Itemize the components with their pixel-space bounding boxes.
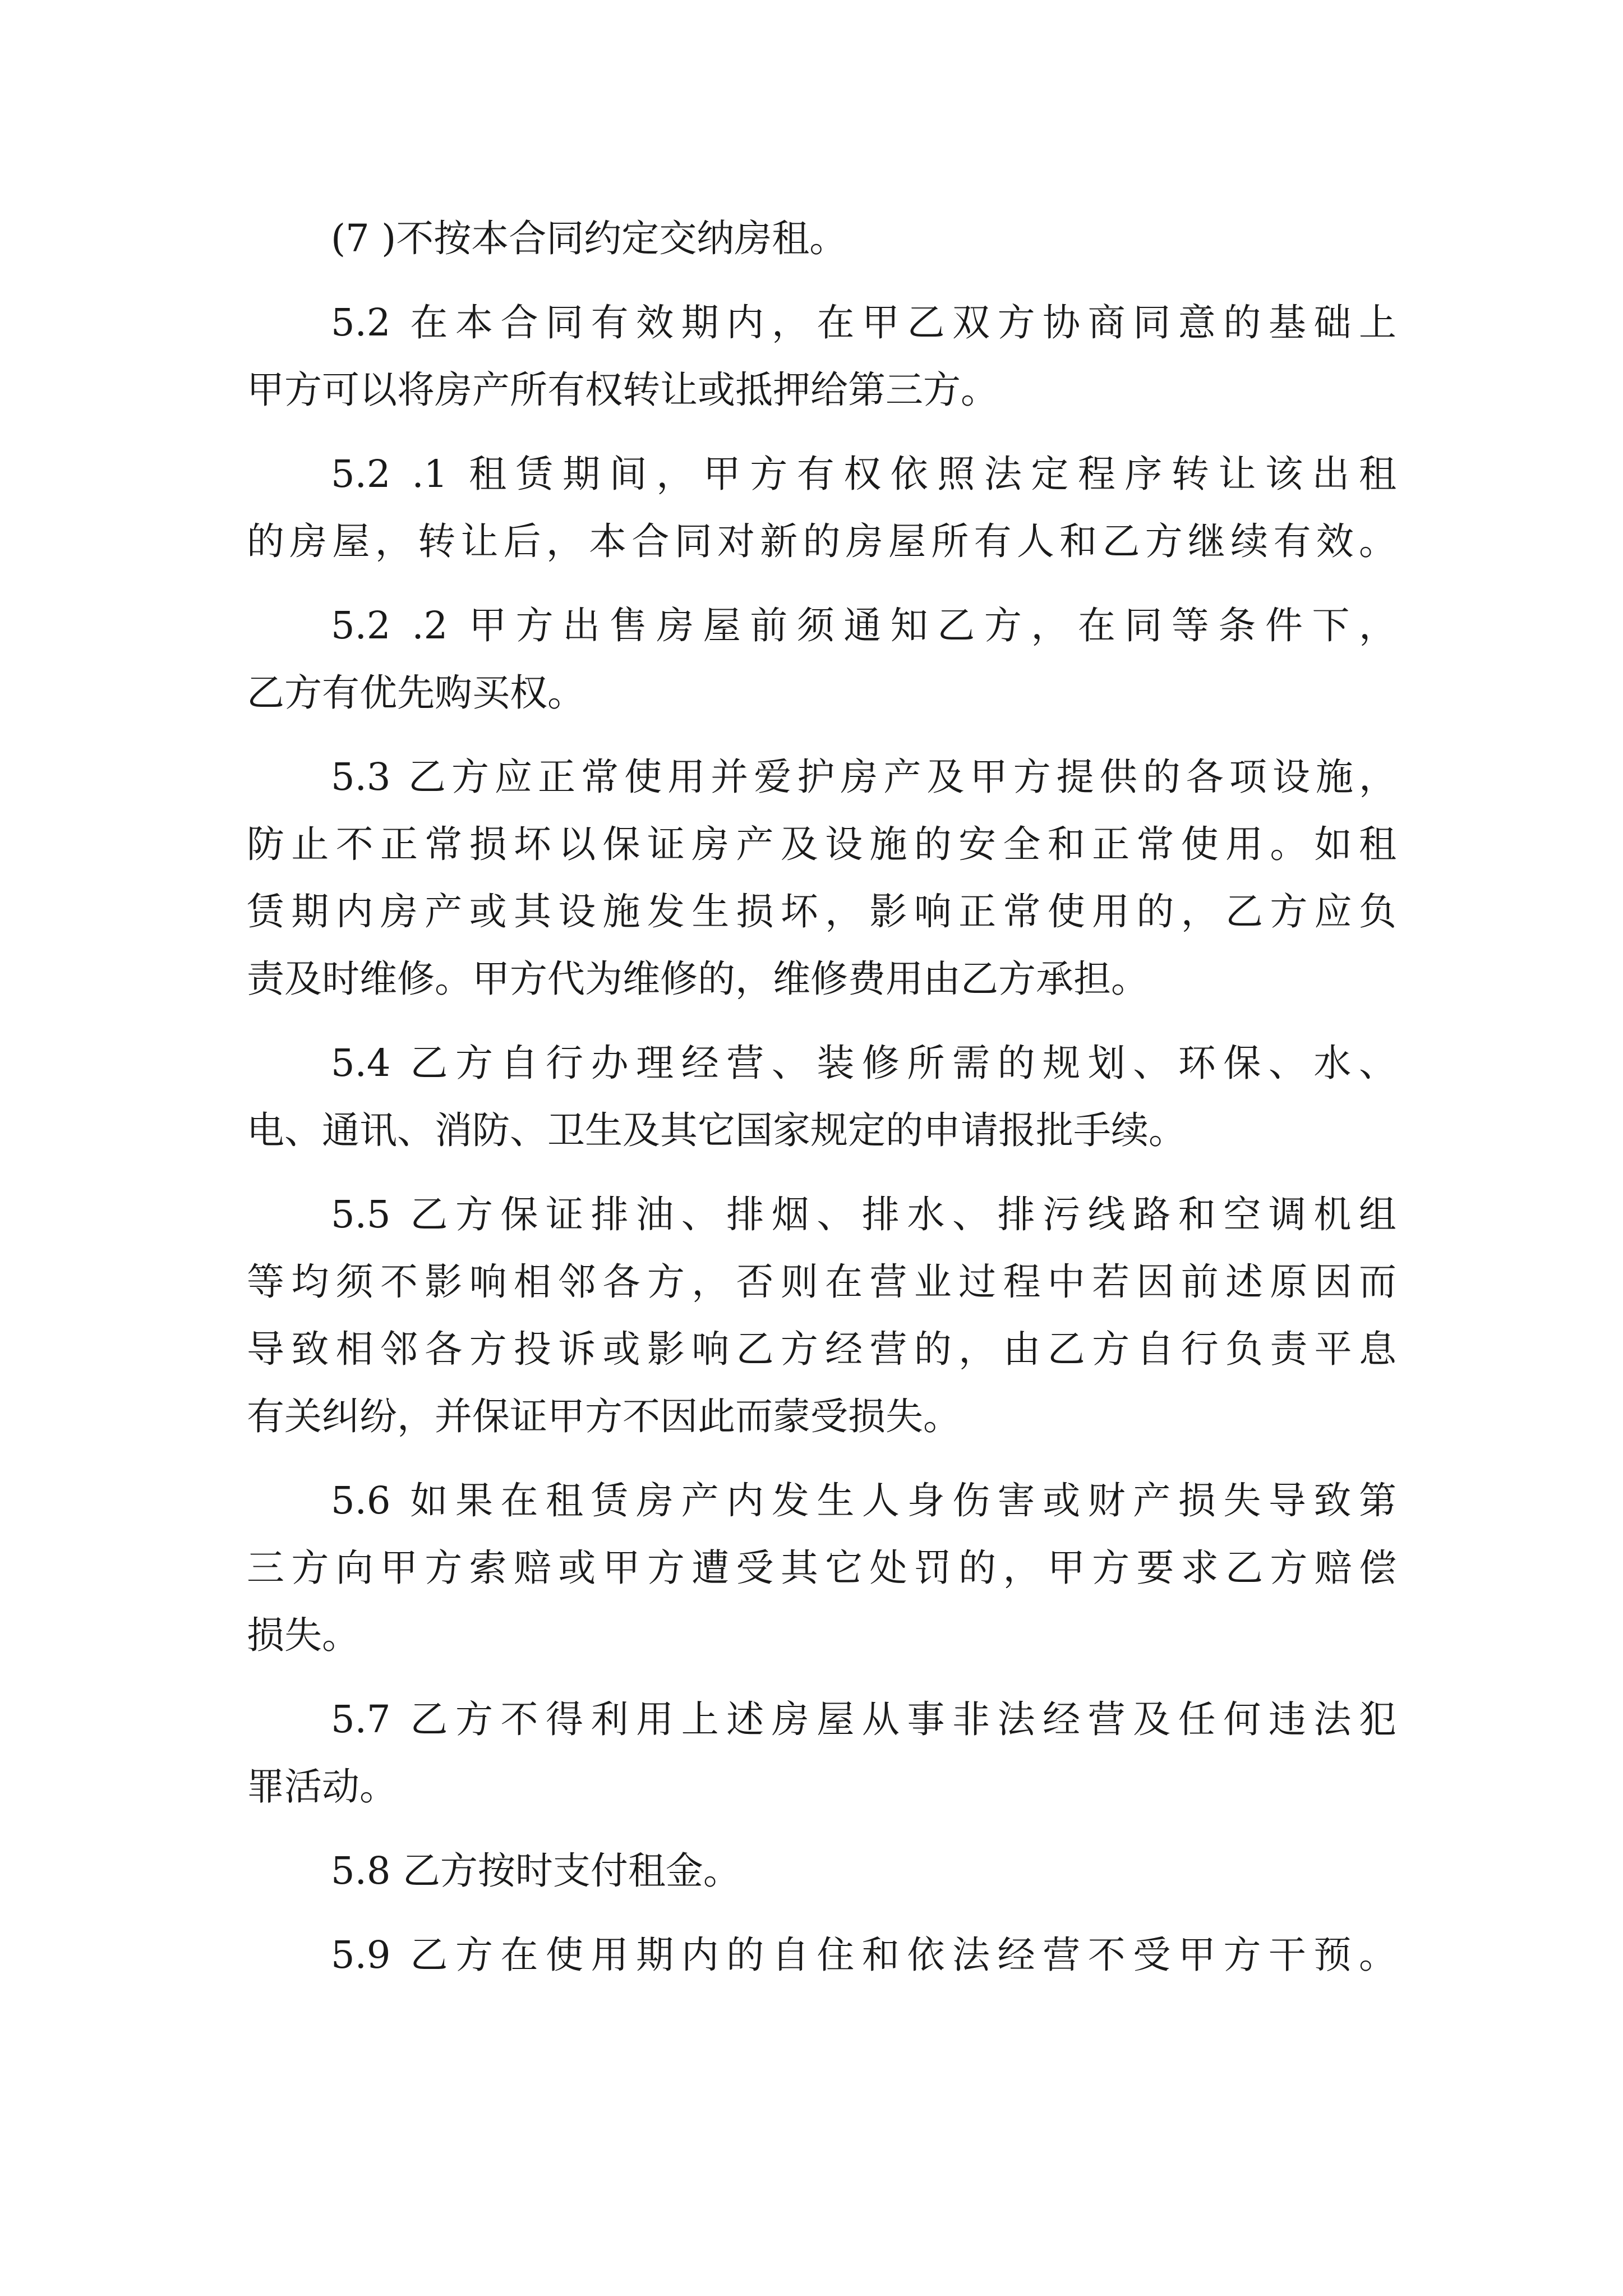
- clause-5-9-line: 5.9 乙方在使用期内的自住和依法经营不受甲方干预。: [331, 1933, 1396, 1977]
- clause-5-4-line-1: 5.4 乙方自行办理经营、装修所需的规划、环保、水、: [331, 1041, 1396, 1085]
- clause-5-4-line-2: 电、通讯、消防、卫生及其它国家规定的申请报批手续。: [247, 1108, 1186, 1152]
- clause-5-2-line-1: 5.2 在本合同有效期内，在甲乙双方协商同意的基础上: [331, 301, 1396, 344]
- clause-5-5-line-1: 5.5 乙方保证排油、排烟、排水、排污线路和空调机组: [331, 1193, 1396, 1236]
- clause-5-5-line-4: 有关纠纷，并保证甲方不因此而蒙受损失。: [247, 1395, 961, 1438]
- clause-5-3-line-3: 赁期内房产或其设施发生损坏，影响正常使用的，乙方应负: [247, 890, 1396, 933]
- clause-5-3-line-1: 5.3 乙方应正常使用并爱护房产及甲方提供的各项设施，: [331, 755, 1396, 799]
- clause-5-2-2-line-1: 5.2 .2 甲方出售房屋前须通知乙方，在同等条件下，: [331, 604, 1396, 647]
- clause-5-6-line-3: 损失。: [247, 1613, 359, 1657]
- clause-5-6-line-2: 三方向甲方索赔或甲方遭受其它处罚的，甲方要求乙方赔偿: [247, 1546, 1396, 1590]
- clause-5-2-2-line-2: 乙方有优先购买权。: [247, 671, 585, 715]
- clause-5-6-line-1: 5.6 如果在租赁房产内发生人身伤害或财产损失导致第: [331, 1479, 1396, 1522]
- clause-5-7-line-2: 罪活动。: [247, 1765, 397, 1809]
- clause-5-3-line-2: 防止不正常损坏以保证房产及设施的安全和正常使用。如租: [247, 822, 1396, 866]
- clause-5-2-1-line-2: 的房屋，转让后，本合同对新的房屋所有人和乙方继续有效。: [247, 519, 1396, 563]
- clause-5-5-line-3: 导致相邻各方投诉或影响乙方经营的，由乙方自行负责平息: [247, 1327, 1396, 1371]
- clause-5-2-1-line-1: 5.2 .1 租赁期间，甲方有权依照法定程序转让该出租: [331, 452, 1396, 496]
- clause-5-2-line-2: 甲方可以将房产所有权转让或抵押给第三方。: [247, 368, 998, 412]
- clause-5-7-line-1: 5.7 乙方不得利用上述房屋从事非法经营及任何违法犯: [331, 1697, 1396, 1741]
- clause-7-line: (7 )不按本合同约定交纳房租。: [331, 217, 847, 260]
- clause-5-5-line-2: 等均须不影响相邻各方，否则在营业过程中若因前述原因而: [247, 1260, 1396, 1304]
- clause-5-8-line: 5.8 乙方按时支付租金。: [331, 1849, 741, 1893]
- clause-5-3-line-4: 责及时维修。甲方代为维修的，维修费用由乙方承担。: [247, 957, 1149, 1001]
